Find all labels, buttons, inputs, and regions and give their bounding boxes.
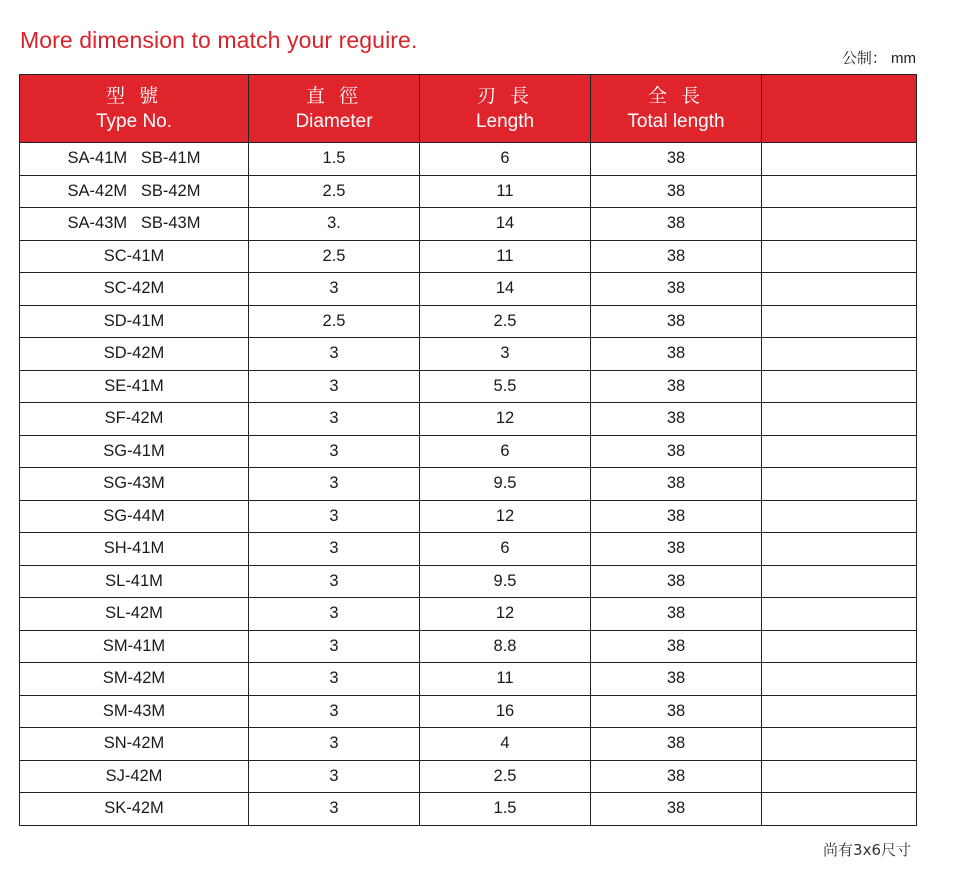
total-length-cell: 38 — [591, 273, 762, 306]
length-cell: 6 — [420, 435, 591, 468]
header-diameter-zh: 直 徑 — [305, 84, 363, 107]
header-empty — [762, 75, 917, 143]
table-row — [20, 273, 917, 306]
table-row — [20, 370, 917, 403]
table-row — [20, 468, 917, 501]
type-no-cell: SE-41M — [20, 370, 249, 403]
total-length-cell: 38 — [591, 435, 762, 468]
extra-cell — [762, 273, 917, 306]
type-no-cell: SK-42M — [20, 793, 249, 826]
table-row — [20, 695, 917, 728]
total-length-cell: 38 — [591, 598, 762, 631]
table-row — [20, 598, 917, 631]
table-row — [20, 533, 917, 566]
extra-cell — [762, 468, 917, 501]
length-cell: 12 — [420, 403, 591, 436]
extra-cell — [762, 728, 917, 761]
diameter-cell: 3 — [249, 728, 420, 761]
length-cell: 5.5 — [420, 370, 591, 403]
type-no-cell: SC-41M — [20, 240, 249, 273]
total-length-cell: 38 — [591, 630, 762, 663]
table-row — [20, 143, 917, 176]
table-row — [20, 793, 917, 826]
header-length-en: Length — [475, 110, 535, 132]
total-length-cell: 38 — [591, 403, 762, 436]
header-total-length — [591, 75, 762, 143]
total-length-cell: 38 — [591, 793, 762, 826]
diameter-cell: 1.5 — [249, 143, 420, 176]
total-length-cell: 38 — [591, 760, 762, 793]
page-title: More dimension to match your reguire. — [20, 27, 418, 53]
length-cell: 3 — [420, 338, 591, 371]
length-cell: 1.5 — [420, 793, 591, 826]
extra-cell — [762, 565, 917, 598]
type-no-cell: SG-41M — [20, 435, 249, 468]
header-length-zh: 刃 長 — [476, 84, 534, 107]
table-row — [20, 663, 917, 696]
type-no-cell: SC-42M — [20, 273, 249, 306]
length-cell: 6 — [420, 143, 591, 176]
extra-cell — [762, 695, 917, 728]
type-no-cell: SA-41M SB-41M — [20, 143, 249, 176]
extra-cell — [762, 208, 917, 241]
type-no-cell: SH-41M — [20, 533, 249, 566]
table-header — [20, 75, 917, 143]
length-cell: 14 — [420, 273, 591, 306]
type-no-cell: SA-42M SB-42M — [20, 175, 249, 208]
length-cell: 9.5 — [420, 468, 591, 501]
type-no-cell: SG-44M — [20, 500, 249, 533]
diameter-cell: 3 — [249, 695, 420, 728]
diameter-cell: 2.5 — [249, 175, 420, 208]
table-row — [20, 305, 917, 338]
length-cell: 9.5 — [420, 565, 591, 598]
extra-cell — [762, 370, 917, 403]
total-length-cell: 38 — [591, 565, 762, 598]
total-length-cell: 38 — [591, 695, 762, 728]
length-cell: 4 — [420, 728, 591, 761]
unit-label: 公制： mm — [841, 50, 916, 67]
total-length-cell: 38 — [591, 338, 762, 371]
header-type-no-zh: 型 號 — [105, 84, 163, 107]
length-cell: 2.5 — [420, 760, 591, 793]
table-row — [20, 403, 917, 436]
table-row — [20, 760, 917, 793]
total-length-cell: 38 — [591, 728, 762, 761]
dimension-table — [19, 74, 917, 826]
table-row — [20, 208, 917, 241]
length-cell: 16 — [420, 695, 591, 728]
table-row — [20, 240, 917, 273]
length-cell: 12 — [420, 598, 591, 631]
extra-cell — [762, 240, 917, 273]
extra-cell — [762, 500, 917, 533]
header-total-length-en: Total length — [627, 110, 725, 132]
diameter-cell: 3 — [249, 760, 420, 793]
header-type-no-en: Type No. — [95, 110, 173, 132]
diameter-cell: 3 — [249, 338, 420, 371]
table-row — [20, 175, 917, 208]
extra-cell — [762, 663, 917, 696]
table-row — [20, 500, 917, 533]
type-no-cell: SD-41M — [20, 305, 249, 338]
total-length-cell: 38 — [591, 175, 762, 208]
header-type-no — [20, 75, 249, 143]
length-cell: 14 — [420, 208, 591, 241]
diameter-cell: 3 — [249, 630, 420, 663]
extra-cell — [762, 793, 917, 826]
diameter-cell: 3 — [249, 403, 420, 436]
diameter-cell: 3 — [249, 370, 420, 403]
diameter-cell: 3. — [249, 208, 420, 241]
diameter-cell: 3 — [249, 793, 420, 826]
length-cell: 2.5 — [420, 305, 591, 338]
total-length-cell: 38 — [591, 208, 762, 241]
diameter-cell: 3 — [249, 273, 420, 306]
total-length-cell: 38 — [591, 468, 762, 501]
length-cell: 11 — [420, 240, 591, 273]
extra-cell — [762, 143, 917, 176]
header-total-length-zh: 全 長 — [647, 84, 705, 107]
type-no-cell: SM-41M — [20, 630, 249, 663]
extra-cell — [762, 598, 917, 631]
total-length-cell: 38 — [591, 143, 762, 176]
table-row — [20, 435, 917, 468]
type-no-cell: SN-42M — [20, 728, 249, 761]
diameter-cell: 3 — [249, 663, 420, 696]
table-row — [20, 630, 917, 663]
diameter-cell: 3 — [249, 565, 420, 598]
type-no-cell: SJ-42M — [20, 760, 249, 793]
type-no-cell: SF-42M — [20, 403, 249, 436]
total-length-cell: 38 — [591, 240, 762, 273]
table-row — [20, 338, 917, 371]
table-row — [20, 565, 917, 598]
total-length-cell: 38 — [591, 663, 762, 696]
header-length — [420, 75, 591, 143]
extra-cell — [762, 533, 917, 566]
extra-cell — [762, 760, 917, 793]
type-no-cell: SM-43M — [20, 695, 249, 728]
diameter-cell: 2.5 — [249, 240, 420, 273]
table-body — [20, 143, 917, 826]
length-cell: 12 — [420, 500, 591, 533]
extra-cell — [762, 338, 917, 371]
type-no-cell: SL-41M — [20, 565, 249, 598]
type-no-cell: SM-42M — [20, 663, 249, 696]
diameter-cell: 3 — [249, 468, 420, 501]
extra-cell — [762, 435, 917, 468]
header-diameter-en: Diameter — [295, 110, 373, 132]
type-no-cell: SL-42M — [20, 598, 249, 631]
extra-cell — [762, 630, 917, 663]
type-no-cell: SG-43M — [20, 468, 249, 501]
table-row — [20, 728, 917, 761]
total-length-cell: 38 — [591, 370, 762, 403]
extra-cell — [762, 403, 917, 436]
total-length-cell: 38 — [591, 533, 762, 566]
diameter-cell: 3 — [249, 500, 420, 533]
length-cell: 6 — [420, 533, 591, 566]
length-cell: 11 — [420, 175, 591, 208]
diameter-cell: 3 — [249, 435, 420, 468]
diameter-cell: 3 — [249, 533, 420, 566]
extra-cell — [762, 305, 917, 338]
extra-cell — [762, 175, 917, 208]
header-diameter — [249, 75, 420, 143]
diameter-cell: 3 — [249, 598, 420, 631]
total-length-cell: 38 — [591, 305, 762, 338]
diameter-cell: 2.5 — [249, 305, 420, 338]
type-no-cell: SA-43M SB-43M — [20, 208, 249, 241]
length-cell: 8.8 — [420, 630, 591, 663]
header-row — [20, 75, 917, 143]
type-no-cell: SD-42M — [20, 338, 249, 371]
total-length-cell: 38 — [591, 500, 762, 533]
footnote: 尚有3x6尺寸 — [823, 841, 911, 859]
length-cell: 11 — [420, 663, 591, 696]
